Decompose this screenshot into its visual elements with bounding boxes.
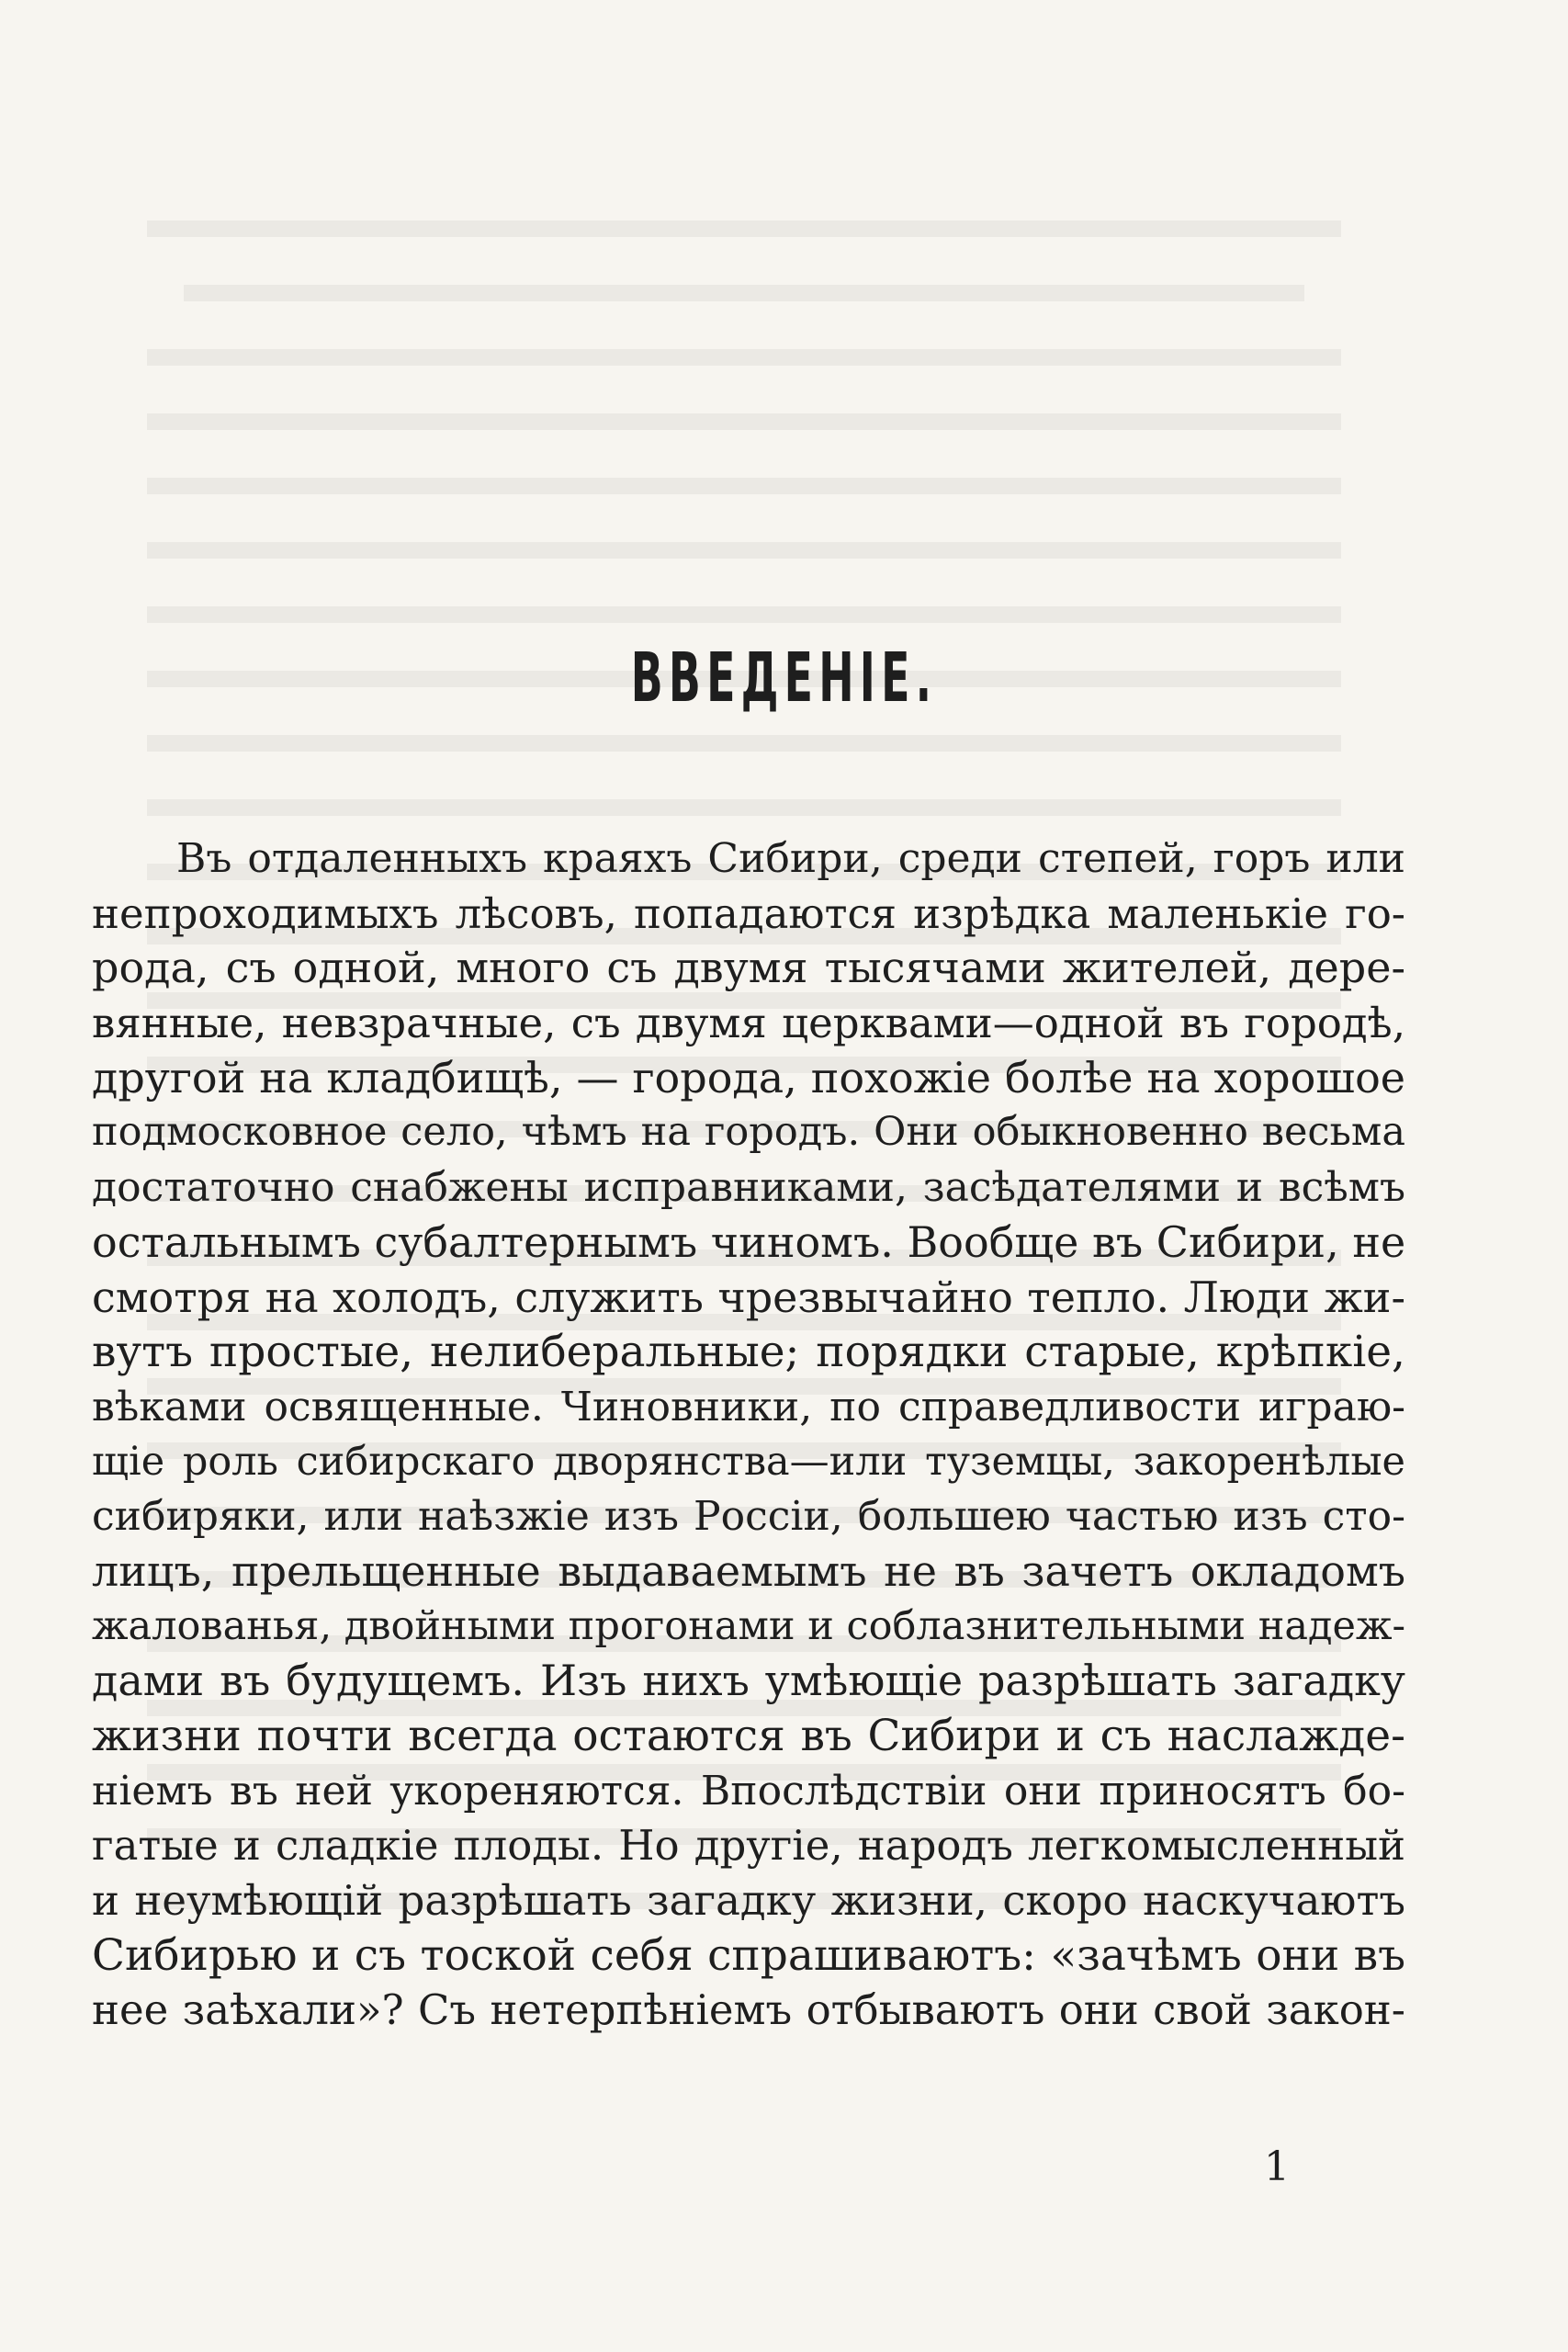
text-line: достаточно снабжены исправниками, засѣдателями и всѣмъ xyxy=(92,1164,1405,1212)
page-title: ВВЕДЕНIЕ. xyxy=(630,639,938,718)
text-line: вянные, невзрачные, съ двумя церквами—одной въ городѣ, xyxy=(92,999,1405,1048)
text-line: жизни почти всегда остаются въ Сибири и съ наслажде- xyxy=(92,1711,1405,1761)
body-paragraph xyxy=(92,831,1405,2038)
page-number: 1 xyxy=(1264,2143,1290,2190)
text-line: смотря на холодъ, служить чрезвычайно тепло. Люди жи- xyxy=(92,1272,1405,1322)
text-line: сибиряки, или наѣзжіе изъ Россіи, большею частью изъ сто- xyxy=(92,1493,1405,1541)
text-line: Въ отдаленныхъ краяхъ Сибири, среди степей, горъ или xyxy=(176,835,1405,882)
text-line: лицъ, прельщенные выдаваемымъ не въ зачетъ окладомъ xyxy=(92,1545,1405,1596)
text-line: другой на кладбищѣ, — города, похожіе болѣе на хорошое xyxy=(92,1052,1405,1102)
text-line: подмосковное село, чѣмъ на городъ. Они обыкновенно весьма xyxy=(92,1109,1405,1156)
text-line: нее заѣхали»? Съ нетерпѣніемъ отбываютъ они свой закон- xyxy=(92,1985,1405,2035)
text-line: щіе роль сибирскаго дворянства—или туземцы, закоренѣлые xyxy=(92,1438,1405,1485)
text-line: и неумѣющій разрѣшать загадку жизни, скоро наскучаютъ xyxy=(92,1876,1405,1926)
text-line: ніемъ въ ней укореняются. Впослѣдствіи они приносятъ бо- xyxy=(92,1767,1405,1815)
text-line: жалованья, двойными прогонами и соблазнительными надеж- xyxy=(92,1602,1406,1649)
text-line: гатые и сладкіе плоды. Но другіе, народъ легкомысленный xyxy=(92,1821,1405,1871)
text-line: остальнымъ субалтернымъ чиномъ. Вообще въ Сибири, не xyxy=(92,1216,1406,1267)
text-line: вѣками освященные. Чиновники, по справедливости играю- xyxy=(92,1383,1405,1430)
text-line: рода, съ одной, много съ двумя тысячами жителей, дере- xyxy=(92,943,1405,993)
text-line: дами въ будущемъ. Изъ нихъ умѣющіе разрѣшать загадку xyxy=(92,1656,1405,1706)
text-line: Сибирью и съ тоской себя спрашиваютъ: «зачѣмъ они въ xyxy=(92,1929,1405,1981)
text-line: вутъ простые, нелиберальные; порядки старые, крѣпкіе, xyxy=(92,1327,1405,1378)
text-line: непроходимыхъ лѣсовъ, попадаются изрѣдка маленькіе го- xyxy=(92,888,1405,938)
